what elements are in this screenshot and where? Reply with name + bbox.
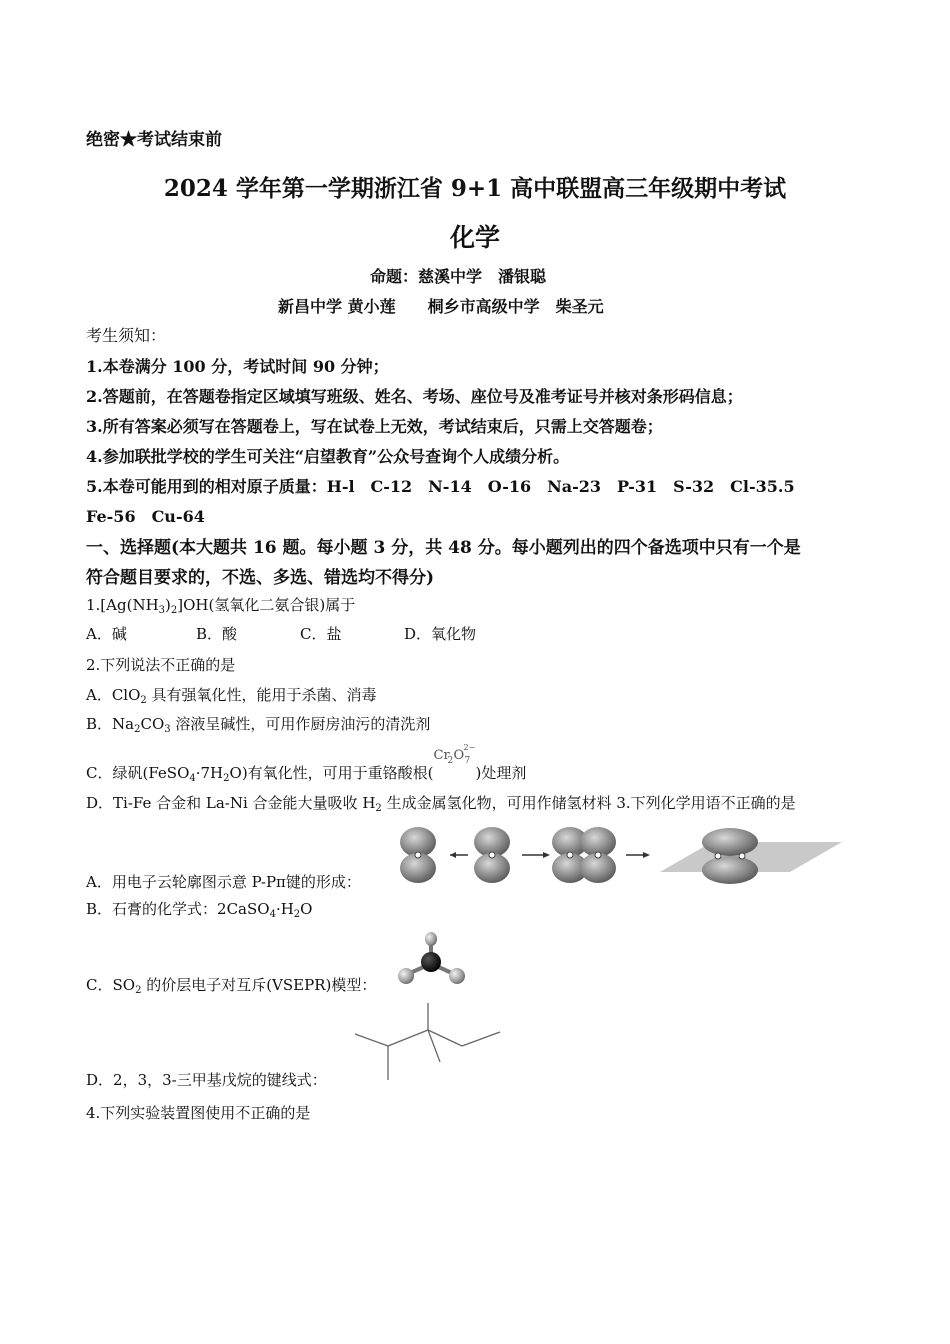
q3-option-b: B．石膏的化学式：$2CaSO_4\cdot H_2O$: [86, 900, 313, 920]
oxygen-atom-right: [449, 968, 465, 984]
q1-option-c: C．盐: [300, 625, 342, 643]
q3-option-a: A．用电子云轮廓图示意 P-Pπ键的形成：: [86, 873, 361, 891]
section-heading-line-1: 一、选择题(本大题共 16 题。每小题 3 分，共 48 分。每小题列出的四个备选项中只有一个是: [86, 538, 801, 558]
p-p-pi-bond-diagram: [390, 820, 850, 890]
q2-option-b: B．$Na_2CO_3$ 溶液呈碱性，可用作厨房油污的清洗剂: [86, 715, 431, 735]
exam-title: 2024 学年第一学期浙江省 9+1 高中联盟高三年级期中考试: [163, 175, 787, 202]
q1-option-d: D．氧化物: [404, 625, 477, 643]
q2-option-c: C．绿矾$(FeSO_4\cdot 7H_2O)$有氧化性，可用于重铬酸根( Cr 2 O 7 2− )处理剂: [86, 743, 527, 784]
p-orbital-2: [474, 827, 510, 883]
p-orbital-1: [400, 827, 436, 883]
notice-item-2: 2.答题前，在答题卷指定区域填写班级、姓名、考场、座位号及准考证号并核对条形码信息；: [86, 387, 743, 406]
notice-heading: 考生须知：: [86, 326, 167, 345]
q2-stem: 2.下列说法不正确的是: [86, 656, 236, 674]
section-heading-line-2: 符合题目要求的，不选、多选、错选均不得分): [86, 568, 435, 588]
q4-stem: 4.下列实验装置图使用不正确的是: [86, 1104, 311, 1122]
q3-option-c: C．$SO_2$ 的价层电子对互斥(VSEPR)模型：: [86, 976, 377, 996]
sulfur-atom: [421, 952, 441, 972]
q1-options: [86, 623, 476, 644]
pi-bond-result: [660, 828, 842, 884]
notice-item-4: 4.参加联批学校的学生可关注“启望教育”公众号查询个人成绩分析。: [86, 447, 570, 466]
q3-option-d: D．2，3，3-三甲基戊烷的键线式：: [86, 1071, 327, 1089]
q2-option-a: A．ClO$_2$ 具有强氧化性，能用于杀菌、消毒: [86, 686, 377, 706]
so2-vsepr-model: [392, 928, 472, 990]
overlapping-p-orbitals: [552, 827, 616, 883]
notice-item-6: Fe-56 Cu-64: [86, 507, 205, 526]
q1-option-a: A．碱: [86, 625, 127, 643]
oxygen-atom-left: [398, 968, 414, 984]
authors-line-2: 新昌中学 黄小莲 桐乡市高级中学 柴圣元: [278, 297, 604, 316]
dichromate-ion: Cr 2 O 7 2−: [433, 743, 476, 766]
notice-item-3: 3.所有答案必须写在答题卷上，写在试卷上无效，考试结束后，只需上交答题卷；: [86, 417, 663, 436]
q1-option-b: B．酸: [196, 625, 238, 643]
q2-option-d: D．Ti-Fe 合金和 La-Ni 合金能大量吸收 $H_2$ 生成金属氢化物，可用作储氢材料 3.下列化学用语不正确的是: [86, 794, 796, 814]
subject-title: 化学: [449, 223, 500, 252]
notice-item-5: 5.本卷可能用到的相对原子质量：H-l C-12 N-14 O-16 Na-23 P-31 S-32 Cl-35.5: [86, 477, 795, 496]
secrecy-mark: 绝密★考试结束前: [86, 130, 222, 150]
authors-line-1: 命题：慈溪中学 潘银聪: [370, 267, 547, 286]
notice-item-1: 1.本卷满分 100 分，考试时间 90 分钟；: [86, 357, 389, 376]
q1-stem: $1.[Ag(NH_3)_2]OH$(氢氧化二氨合银)属于: [86, 596, 356, 616]
trimethylpentane-skeletal-formula: [350, 1000, 510, 1085]
lone-pair-lobe: [425, 932, 437, 946]
